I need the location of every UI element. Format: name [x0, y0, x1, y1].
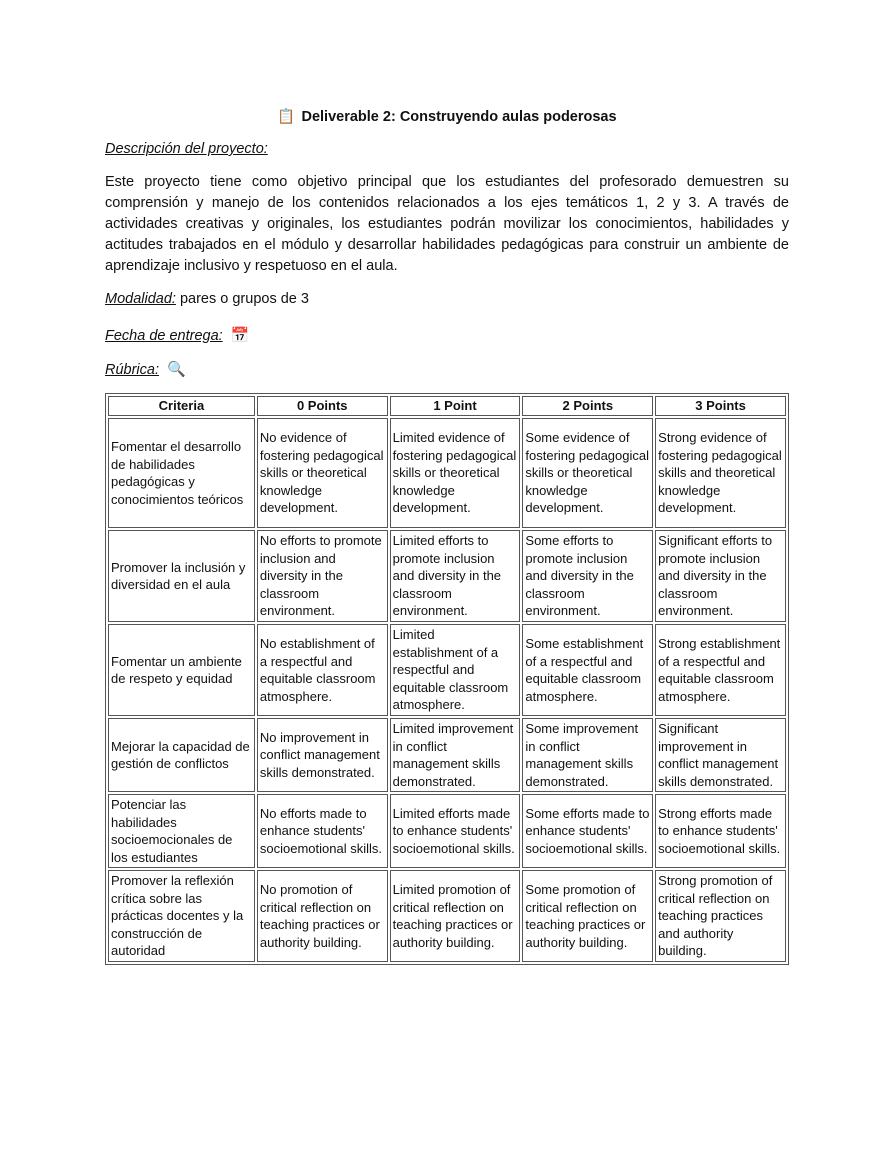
score-cell: Limited promotion of critical reflection on teaching practices or authority building. — [390, 870, 521, 962]
score-cell: No improvement in conflict management skills demonstrated. — [257, 718, 388, 792]
header-2-points: 2 Points — [522, 396, 653, 416]
header-1-point: 1 Point — [390, 396, 521, 416]
title-text: Deliverable 2: Construyendo aulas poderosas — [301, 109, 617, 125]
document-title — [105, 108, 789, 125]
magnifier-icon: 🔍 — [167, 360, 186, 378]
header-3-points: 3 Points — [655, 396, 786, 416]
modalidad-label: Modalidad: — [105, 291, 176, 307]
score-cell: Some efforts made to enhance students' socioemotional skills. — [522, 794, 653, 868]
rubrica-label: Rúbrica: — [105, 362, 159, 378]
fecha-label: Fecha de entrega: — [105, 328, 223, 344]
clipboard-icon: 📋 — [277, 109, 296, 125]
score-cell: Some evidence of fostering pedagogical skills or theoretical knowledge development. — [522, 418, 653, 528]
score-cell: Limited establishment of a respectful and equitable classroom atmosphere. — [390, 624, 521, 716]
table-row — [108, 870, 786, 962]
table-row — [108, 624, 786, 716]
criteria-cell: Potenciar las habilidades socioemocionales de los estudiantes — [108, 794, 255, 868]
table-row — [108, 718, 786, 792]
score-cell: Strong promotion of critical reflection on teaching practices and authority building. — [655, 870, 786, 962]
score-cell: Some establishment of a respectful and equitable classroom atmosphere. — [522, 624, 653, 716]
score-cell: No efforts to promote inclusion and diversity in the classroom environment. — [257, 530, 388, 622]
score-cell: No promotion of critical reflection on teaching practices or authority building. — [257, 870, 388, 962]
criteria-cell: Fomentar un ambiente de respeto y equidad — [108, 624, 255, 716]
score-cell: Strong establishment of a respectful and equitable classroom atmosphere. — [655, 624, 786, 716]
table-row — [108, 794, 786, 868]
score-cell: No evidence of fostering pedagogical skills or theoretical knowledge development. — [257, 418, 388, 528]
fecha-line — [105, 326, 249, 344]
score-cell: Limited improvement in conflict management skills demonstrated. — [390, 718, 521, 792]
description-label: Descripción del proyecto: — [105, 141, 268, 157]
table-row — [108, 530, 786, 622]
header-criteria: Criteria — [108, 396, 255, 416]
criteria-cell: Promover la reflexión crítica sobre las prácticas docentes y la construcción de autoridad — [108, 870, 255, 962]
rubrica-line — [105, 360, 186, 378]
score-cell: Strong efforts made to enhance students' socioemotional skills. — [655, 794, 786, 868]
score-cell: Significant improvement in conflict management skills demonstrated. — [655, 718, 786, 792]
score-cell: Some efforts to promote inclusion and diversity in the classroom environment. — [522, 530, 653, 622]
score-cell: Limited evidence of fostering pedagogical skills or theoretical knowledge development. — [390, 418, 521, 528]
score-cell: Some improvement in conflict management skills demonstrated. — [522, 718, 653, 792]
project-description: Este proyecto tiene como objetivo principal que los estudiantes del profesorado demuestren su comprensión y manejo de los contenidos relacionados a los ejes temáticos 1, 2 y 3. A través de actividades creativas y originales, los estudiantes podrán movilizar los conocimientos, habilidades y actitudes trabajados en el módulo y desarrollar habilidades pedagógicas para construir un ambiente de aprendizaje inclusivo y respetuoso en el aula. — [105, 174, 789, 274]
modalidad-line — [105, 291, 309, 307]
score-cell: No establishment of a respectful and equitable classroom atmosphere. — [257, 624, 388, 716]
calendar-icon: 📅 — [230, 326, 250, 344]
rubric-header-row — [108, 396, 786, 416]
modalidad-value: pares o grupos de 3 — [175, 291, 309, 307]
score-cell: Limited efforts to promote inclusion and diversity in the classroom environment. — [390, 530, 521, 622]
header-0-points: 0 Points — [257, 396, 388, 416]
score-cell: Strong evidence of fostering pedagogical skills and theoretical knowledge development. — [655, 418, 786, 528]
table-row — [108, 418, 786, 528]
rubric-table — [105, 393, 789, 965]
score-cell: No efforts made to enhance students' socioemotional skills. — [257, 794, 388, 868]
criteria-cell: Promover la inclusión y diversidad en el aula — [108, 530, 255, 622]
score-cell: Significant efforts to promote inclusion and diversity in the classroom environment. — [655, 530, 786, 622]
score-cell: Limited efforts made to enhance students' socioemotional skills. — [390, 794, 521, 868]
score-cell: Some promotion of critical reflection on teaching practices or authority building. — [522, 870, 653, 962]
criteria-cell: Mejorar la capacidad de gestión de conflictos — [108, 718, 255, 792]
criteria-cell: Fomentar el desarrollo de habilidades pedagógicas y conocimientos teóricos — [108, 418, 255, 528]
